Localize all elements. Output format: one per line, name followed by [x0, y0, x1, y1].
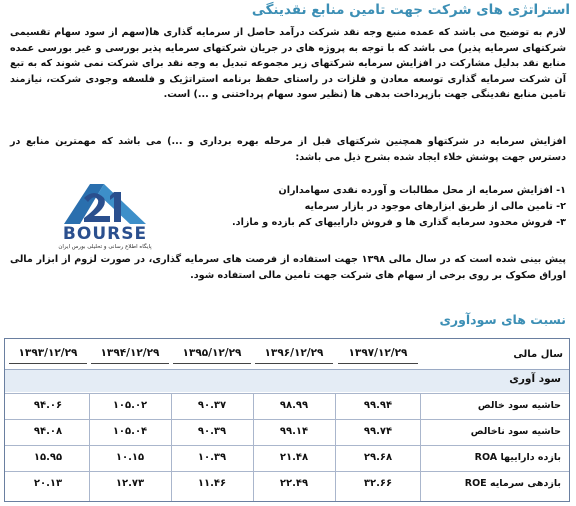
- table-cell: ۱۰۵.۰۲: [112, 400, 148, 411]
- list-item: ۱- افزایش سرمایه از محل مطالبات و آورده نقدی سهامداران: [278, 185, 566, 196]
- page-heading: استراتژی های شرکت جهت تامین منابع نقدینگی: [251, 2, 570, 18]
- table-cell: ۲۲.۴۹: [279, 478, 309, 489]
- fiscal-year-label: سال مالی: [513, 349, 563, 360]
- logo-wordmark: BOURSE: [62, 224, 148, 244]
- table-cell: ۲۰.۱۳: [33, 478, 63, 489]
- bourse-logo: [50, 178, 160, 258]
- year-header: ۱۳۹۳/۱۲/۲۹: [9, 343, 87, 364]
- list-item: ۳- فروش محدود سرمایه گذاری ها و فروش داراییهای کم بازده و مازاد.: [232, 217, 566, 228]
- table-cell: ۱۰۵.۰۴: [112, 426, 148, 437]
- column-divider: [253, 393, 254, 501]
- table-cell: ۲۱.۴۸: [279, 452, 309, 463]
- table-cell: ۲۹.۶۸: [363, 452, 393, 463]
- table-cell: ۱۲.۷۳: [115, 478, 145, 489]
- section-title: نسبت های سودآوری: [439, 312, 566, 327]
- table-cell: ۹۹.۷۴: [363, 426, 393, 437]
- year-header: ۱۳۹۷/۱۲/۲۹: [338, 343, 418, 364]
- paragraph-forecast: پیش بینی شده است که در سال مالی ۱۳۹۸ جهت استفاده از فرصت های سرمایه گذاری، در صورت لزوم از ابزار مالی اوراق صکوک بر روی برخی از سهام های شرکت جهت تامین مالی استفاده شود.: [10, 254, 567, 281]
- table-cell: ۱۰.۱۵: [115, 452, 145, 463]
- sources-list: [136, 183, 566, 231]
- column-divider: [420, 393, 421, 501]
- table-cell: ۹۴.۰۶: [33, 400, 63, 411]
- year-header: ۱۳۹۴/۱۲/۲۹: [91, 343, 169, 364]
- column-divider: [171, 393, 172, 501]
- row-label: بازدهی سرمایه ROE: [464, 478, 561, 489]
- table-header-row: [5, 339, 569, 369]
- table-cell: ۹۰.۳۷: [197, 400, 227, 411]
- table-cell: ۱۱.۴۶: [197, 478, 227, 489]
- list-item: ۲- تامین مالی از طریق ابزارهای موجود در بازار سرمایه: [304, 201, 566, 212]
- logo-subtitle: پایگاه اطلاع رسانی و تحلیلی بورس ایران: [58, 244, 152, 250]
- table-cell: ۹۹.۱۴: [279, 426, 309, 437]
- table-cell: ۹۹.۹۴: [363, 400, 393, 411]
- table-cell: ۱۰.۳۹: [197, 452, 227, 463]
- group-label: سود آوری: [509, 373, 561, 385]
- table-cell: ۱۵.۹۵: [33, 452, 63, 463]
- paragraph-sources: افزایش سرمایه در شرکتهاو همچنین شرکتهای قبل از مرحله بهره برداری و ...) می باشد که مهمترین منابع در دسترس جهت پوشش خلاء ایجاد شده بشرح ذیل می باشد:: [10, 136, 566, 163]
- column-divider: [335, 393, 336, 501]
- table-cell: ۹۰.۳۹: [197, 426, 227, 437]
- table-cell: ۹۸.۹۹: [279, 400, 309, 411]
- bourse-logo-icon: [50, 178, 160, 228]
- group-row: [5, 369, 569, 392]
- row-label: بازده داراییها ROA: [474, 452, 561, 463]
- profitability-table: [4, 338, 570, 502]
- paragraph-intro: لازم به توضیح می باشد که عمده منبع وجه نقد شرکت درآمد حاصل از سرمایه گذاری ها(سهم از سود سهام تقسیمی شرکتهای سرمایه پذیر) می باشد که با توجه به پروژه های در جریان شرکتهای سرمایه پذیر بورسی و غیر بورسی عمده منابع نقد بدلیل مشارکت در افزایش سرمایه شرکتهای زیر مجموعه تبدیل به وجه نقد برای شرکت نمی شوند که به تبع آن شرکت سرمایه گذاری توسعه معادن و فلزات در راستای حفظ برنامه استراتژیک و فلسفه وجودی شرکت، نیازمند تامین منابع نقدینگی جهت بازپرداخت بدهی ها (نظیر سود سهام پرداختنی و ...) است.: [10, 27, 566, 101]
- table-cell: ۹۴.۰۸: [33, 426, 63, 437]
- row-label: حاشیه سود ناخالص: [470, 426, 561, 437]
- column-divider: [89, 393, 90, 501]
- row-label: حاشیه سود خالص: [477, 400, 561, 411]
- year-header: ۱۳۹۶/۱۲/۲۹: [255, 343, 333, 364]
- year-header: ۱۳۹۵/۱۲/۲۹: [173, 343, 251, 364]
- table-cell: ۳۲.۶۶: [363, 478, 393, 489]
